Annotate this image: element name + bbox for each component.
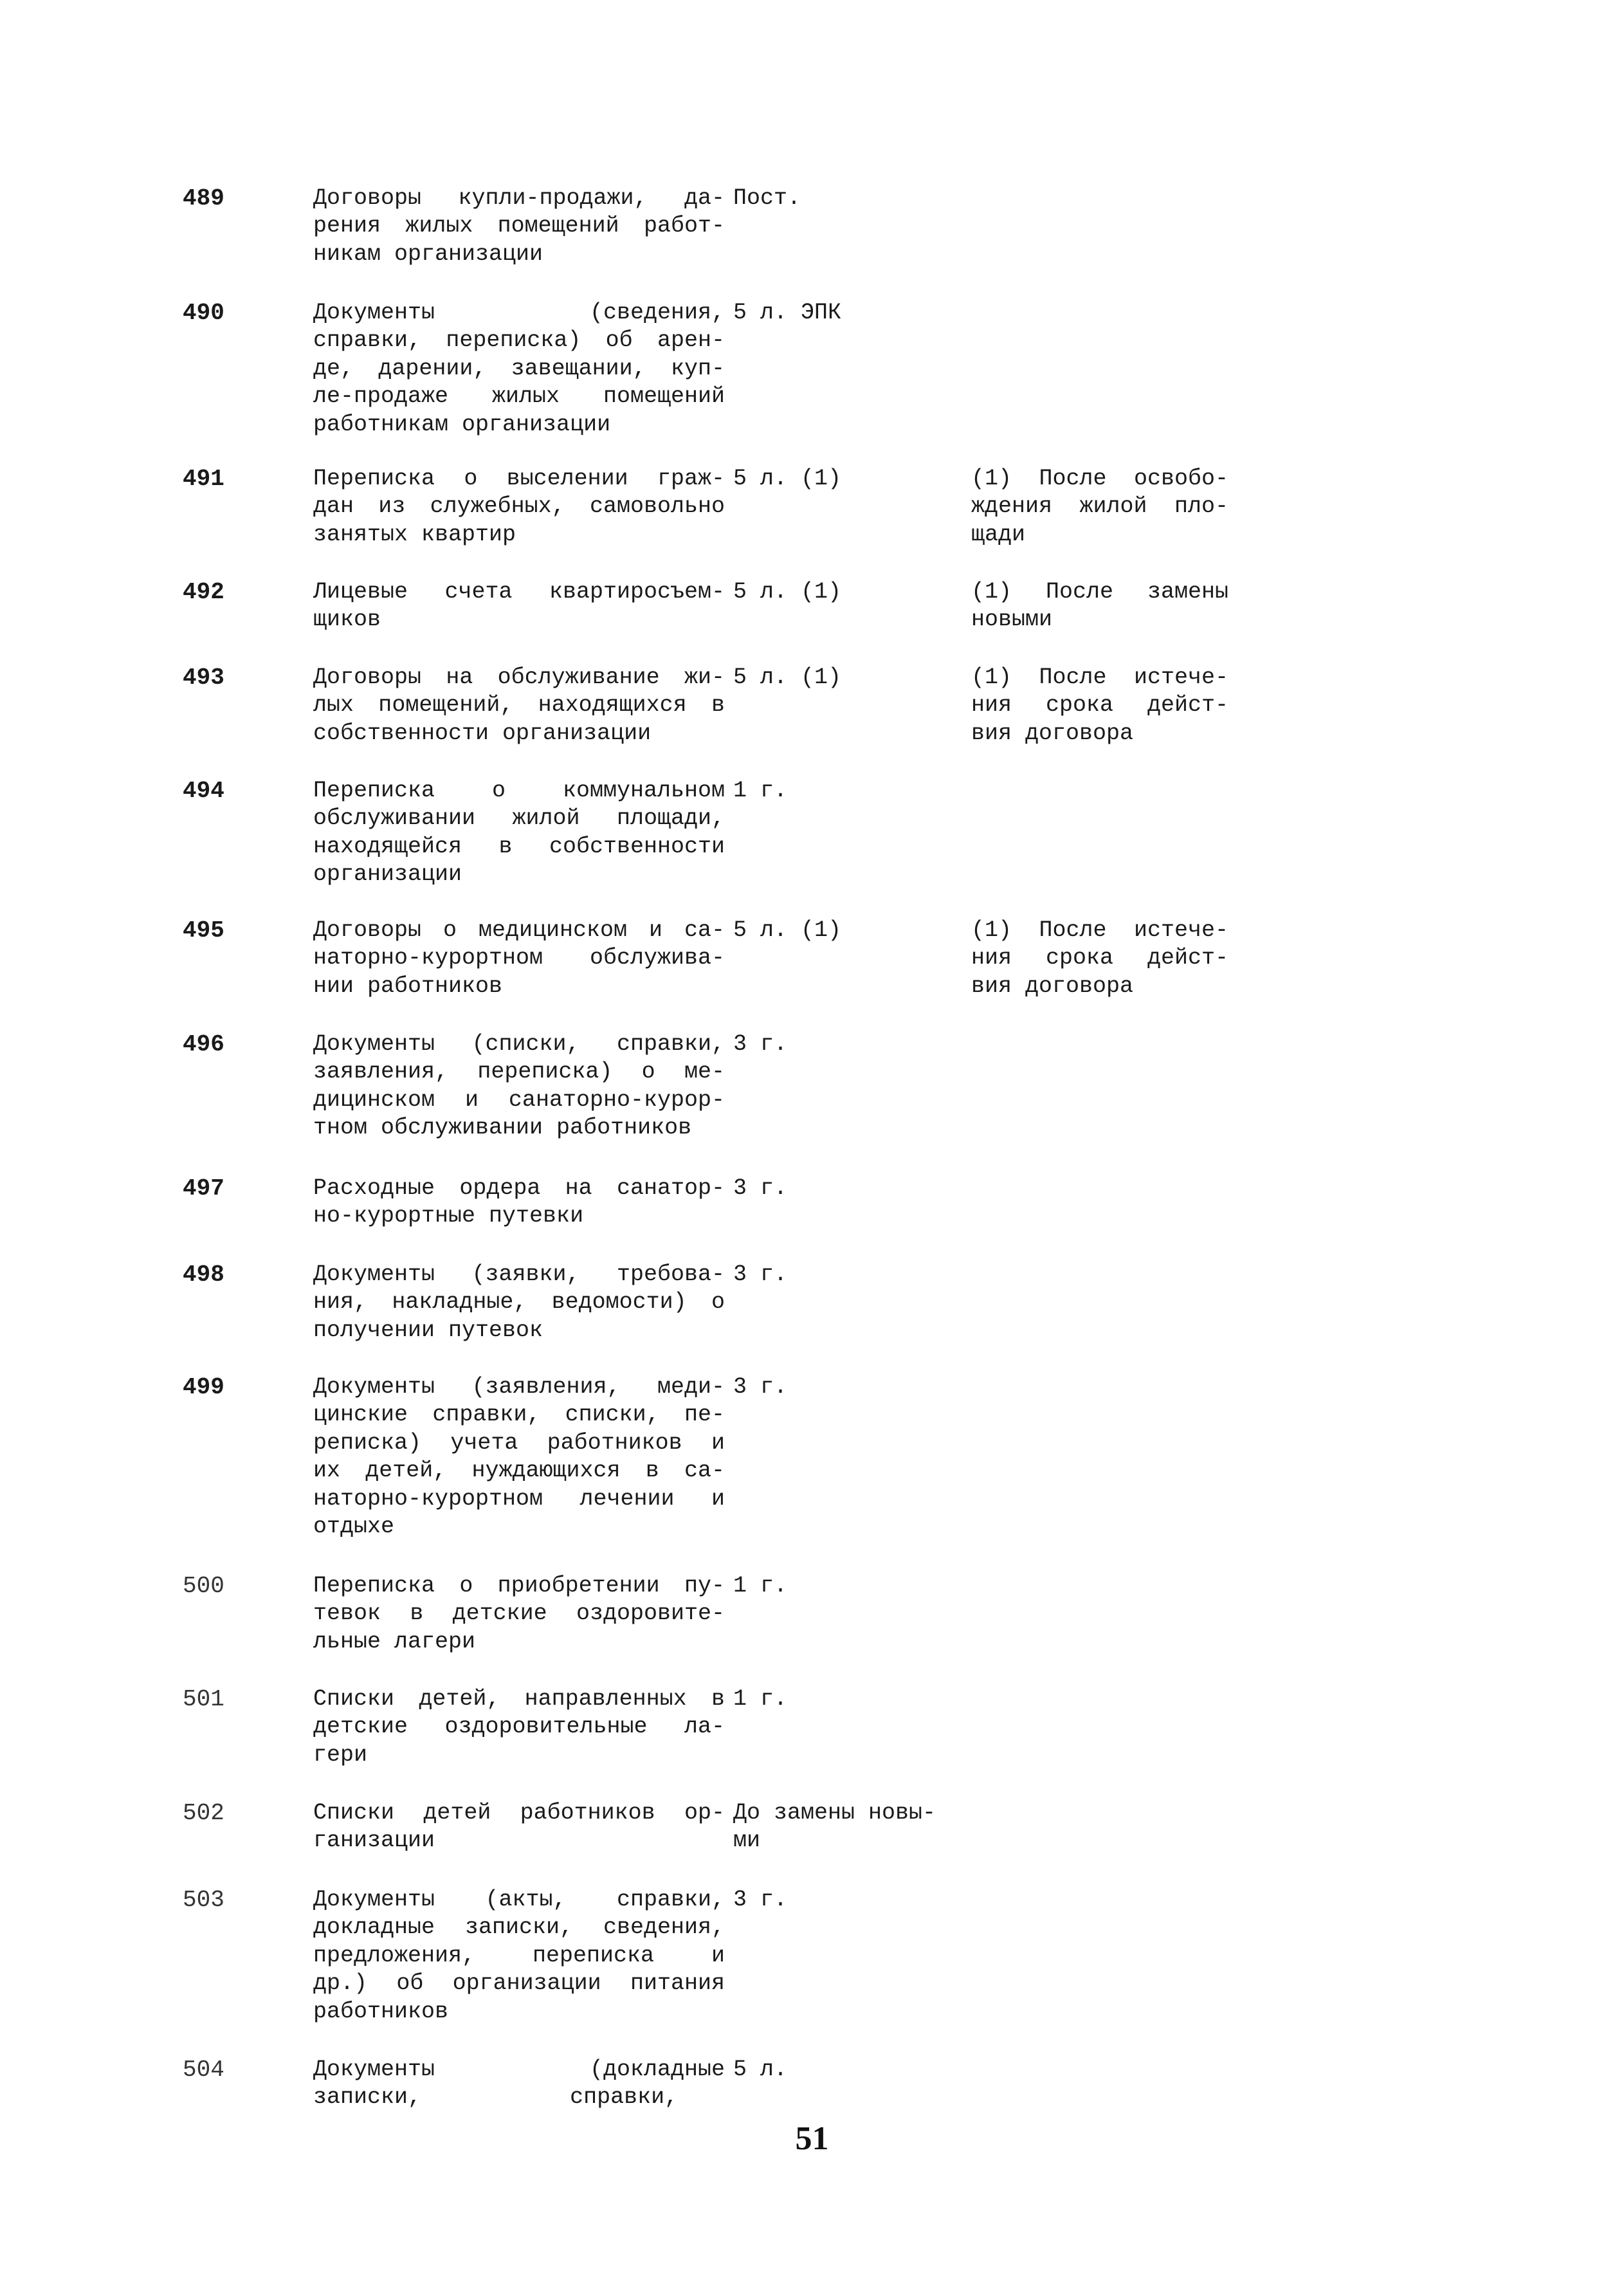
entry-title-line: занятых квартир [313, 521, 516, 547]
entry-title-line: записки, справки, [313, 2084, 679, 2111]
entry-note-line: ждения жилой пло- [971, 493, 1228, 520]
retention-term: 5 л. (1) [733, 579, 842, 605]
entry-title-line: Списки детей работников ор- [313, 1800, 725, 1826]
entry-note-line: (1) После замены [971, 579, 1228, 605]
entry-title-line: их детей, нуждающихся в са- [313, 1458, 725, 1484]
entry-title [313, 1175, 725, 1231]
entry-title-line: наторно-курортном лечении и [313, 1485, 725, 1512]
entry-note [971, 465, 1228, 549]
entry-number: 495 [183, 917, 224, 944]
entry-title-line: рения жилых помещений работ- [313, 213, 725, 239]
entry-title [313, 1886, 725, 2026]
entry-title-line: тевок в детские оздоровите- [313, 1601, 725, 1627]
entry-title-line: отдыхе [313, 1513, 395, 1539]
retention-term: Пост. [733, 185, 801, 211]
entry-note-line: вия договора [971, 720, 1134, 746]
entry-title [313, 664, 725, 748]
entry-number: 497 [183, 1175, 224, 1202]
entry-title-line: Лицевые счета квартиросъем- [313, 579, 725, 605]
entry-title-line: работников [313, 1998, 449, 2024]
entry-title-line: организации [313, 861, 462, 888]
entry-title-line: наторно-курортном обслужива- [313, 945, 725, 971]
entry-number: 492 [183, 579, 224, 605]
entry-title-line: никам организации [313, 241, 543, 267]
entry-note-line: вия договора [971, 973, 1134, 999]
entry-title-line: Документы (сведения, [313, 300, 725, 326]
entry-title-line: др.) об организации питания [313, 1970, 725, 1997]
entry-title-line: детские оздоровительные ла- [313, 1714, 725, 1740]
retention-term: 3 г. [733, 1262, 788, 1287]
entry-title-line: работникам организации [313, 411, 611, 437]
entry-title-line: Документы (заявки, требова- [313, 1262, 725, 1287]
entry-number: 496 [183, 1031, 224, 1058]
entry-title-line: обслуживании жилой площади, [313, 805, 725, 832]
entry-title [313, 1261, 725, 1344]
entry-title-line: дицинском и санаторно-курор- [313, 1087, 725, 1113]
entry-title-line: дан из служебных, самовольно [313, 493, 725, 520]
entry-note-line: (1) После истече- [971, 665, 1228, 690]
entry-title [313, 777, 725, 889]
entry-title-line: Документы (докладные [313, 2057, 725, 2082]
entry-title-line: Переписка о приобретении пу- [313, 1573, 725, 1599]
entry-title-line: получении путевок [313, 1317, 543, 1343]
entry-title [313, 1685, 725, 1769]
entry-title-line: Расходные ордера на санатор- [313, 1175, 725, 1201]
entry-title-line: Договоры купли-продажи, да- [313, 185, 725, 211]
entry-title-line: Переписка о коммунальном [313, 778, 725, 803]
entry-title [313, 1031, 725, 1143]
entry-title-line: ганизации [313, 1828, 435, 1854]
entry-number: 491 [183, 466, 224, 492]
entry-title-line: но-курортные путевки [313, 1203, 584, 1229]
entry-note [971, 917, 1228, 1000]
entry-title [313, 2056, 725, 2112]
retention-term: 5 л. (1) [733, 665, 842, 690]
entry-title [313, 1572, 725, 1656]
entry-title-line: ния, накладные, ведомости) о [313, 1289, 725, 1316]
entry-note-line: ния срока дейст- [971, 692, 1228, 719]
entry-note-line: (1) После освобо- [971, 466, 1228, 491]
retention-term: 3 г. [733, 1887, 788, 1913]
entry-title-line: Договоры на обслуживание жи- [313, 665, 725, 690]
entry-title-line: щиков [313, 607, 381, 633]
entry-number: 503 [183, 1887, 224, 1913]
entry-note [971, 578, 1228, 634]
retention-term: 5 л. [733, 2057, 788, 2082]
retention-term: 5 л. ЭПК [733, 300, 842, 326]
entry-title [313, 578, 725, 634]
entry-number: 500 [183, 1573, 224, 1599]
entry-title [313, 465, 725, 549]
entry-title-line: Документы (акты, справки, [313, 1887, 725, 1913]
entry-title [313, 299, 725, 439]
entry-number: 494 [183, 778, 224, 804]
entry-title-line: Документы (заявления, меди- [313, 1374, 725, 1400]
entry-title-line: де, дарении, завещании, куп- [313, 355, 725, 381]
entry-title-line: тном обслуживании работников [313, 1115, 692, 1141]
entry-title-line: справки, переписка) об арен- [313, 327, 725, 354]
entry-number: 502 [183, 1800, 224, 1826]
entry-number: 501 [183, 1686, 224, 1712]
entry-note-line: ния срока дейст- [971, 945, 1228, 971]
entry-title-line: предложения, переписка и [313, 1942, 725, 1969]
retention-term: До замены новы- ми [733, 1800, 936, 1854]
entry-title-line: Документы (списки, справки, [313, 1031, 725, 1057]
entry-number: 493 [183, 665, 224, 691]
entry-number: 499 [183, 1374, 224, 1400]
entry-note [971, 664, 1228, 748]
entry-title-line: лых помещений, находящихся в [313, 692, 725, 719]
entry-title-line: льные лагери [313, 1628, 476, 1655]
page-number: 51 [795, 2120, 829, 2157]
retention-term: 1 г. [733, 778, 788, 803]
retention-term: 3 г. [733, 1031, 788, 1057]
entry-title [313, 1799, 725, 1855]
entry-title-line: нии работников [313, 973, 503, 999]
entry-title [313, 185, 725, 268]
entry-title-line: докладные записки, сведения, [313, 1914, 725, 1941]
entry-title-line: находящейся в собственности [313, 833, 725, 859]
entry-title-line: собственности организации [313, 720, 652, 746]
retention-term: 5 л. (1) [733, 917, 842, 943]
entry-title-line: гери [313, 1741, 368, 1768]
entry-title-line: заявления, переписка) о ме- [313, 1059, 725, 1085]
retention-term: 1 г. [733, 1573, 788, 1599]
entry-note-line: щади [971, 521, 1026, 547]
entry-title [313, 917, 725, 1000]
retention-term: 3 г. [733, 1374, 788, 1400]
entry-title-line: цинские справки, списки, пе- [313, 1402, 725, 1428]
entry-title-line: ле-продаже жилых помещений [313, 383, 725, 410]
entry-title [313, 1373, 725, 1541]
entry-title-line: реписка) учета работников и [313, 1429, 725, 1456]
entry-note-line: (1) После истече- [971, 917, 1228, 943]
entry-note-line: новыми [971, 607, 1053, 633]
entry-number: 489 [183, 185, 224, 212]
entry-title-line: Переписка о выселении граж- [313, 466, 725, 491]
entry-number: 490 [183, 300, 224, 326]
entry-title-line: Списки детей, направленных в [313, 1686, 725, 1712]
entry-number: 498 [183, 1262, 224, 1288]
retention-term: 1 г. [733, 1686, 788, 1712]
retention-term: 5 л. (1) [733, 466, 842, 491]
entry-number: 504 [183, 2057, 224, 2083]
entry-title-line: Договоры о медицинском и са- [313, 917, 725, 943]
retention-term: 3 г. [733, 1175, 788, 1201]
